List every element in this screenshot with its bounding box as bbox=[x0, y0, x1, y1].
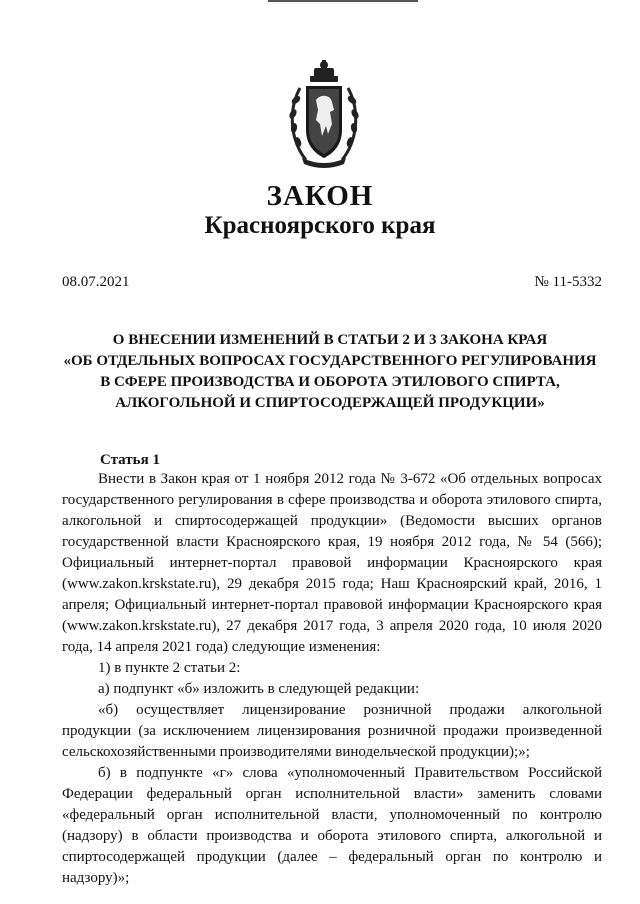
paragraph: 1) в пункте 2 статьи 2: bbox=[98, 660, 241, 676]
paragraph: «б) осуществляет лицензирование розничной продажи алкогольной продукции (за исключением лицензирования розничной продажи произведенной сельскохозяйственными производителями винодельческой продукции);»; bbox=[62, 702, 602, 760]
article-body bbox=[62, 469, 602, 889]
paragraph: а) подпункт «б» изложить в следующей редакции: bbox=[98, 681, 420, 697]
heading-line: АЛКОГОЛЬНОЙ И СПИРТОСОДЕРЖАЩЕЙ ПРОДУКЦИИ» bbox=[115, 395, 545, 411]
heading-line: В СФЕРЕ ПРОИЗВОДСТВА И ОБОРОТА ЭТИЛОВОГО СПИРТА, bbox=[100, 374, 560, 390]
heading-line: «ОБ ОТДЕЛЬНЫХ ВОПРОСАХ ГОСУДАРСТВЕННОГО РЕГУЛИРОВАНИЯ bbox=[63, 353, 597, 369]
paragraph: Внести в Закон края от 1 ноября 2012 года № 3-672 «Об отдельных вопросах государственного регулирования в сфере производства и оборота этилового спирта, алкогольной и спиртосодержащей продукции» (Ведомости высших органов государственной власти Красноярского края, 19 ноября 2012 года, № 54 (566); Официальный интернет-портал правовой информации Красноярского края (www.zakon.krskstate.ru), 29 декабря 2015 года; Наш Красноярский край, 2016, 1 апреля; Официальный интернет-портал правовой информации Красноярского края (www.zakon.krskstate.ru), 27 декабря 2017 года, 3 апреля 2020 года, 10 июля 2020 года, 14 апреля 2021 года) следующие изменения: bbox=[62, 471, 602, 655]
document-number: № 11-5332 bbox=[534, 274, 602, 290]
coat-of-arms-icon bbox=[286, 60, 362, 172]
document-subtitle: Красноярского края bbox=[204, 212, 436, 239]
paragraph: б) в подпункте «г» слова «уполномоченный Правительством Российской Федерации федеральный орган исполнительной власти» заменить словами «федеральный орган исполнительной власти, уполномоченный по контролю (надзору) в области производства и оборота этилового спирта, алкогольной и спиртосодержащей продукции (далее – федеральный орган по контролю и надзору)»; bbox=[62, 765, 602, 886]
document-title: ЗАКОН bbox=[266, 180, 374, 212]
law-heading bbox=[40, 330, 620, 414]
document-date: 08.07.2021 bbox=[62, 274, 130, 290]
heading-line: О ВНЕСЕНИИ ИЗМЕНЕНИЙ В СТАТЬИ 2 И 3 ЗАКОНА КРАЯ bbox=[112, 332, 548, 348]
top-rule bbox=[268, 0, 418, 2]
article-title: Статья 1 bbox=[100, 452, 160, 468]
